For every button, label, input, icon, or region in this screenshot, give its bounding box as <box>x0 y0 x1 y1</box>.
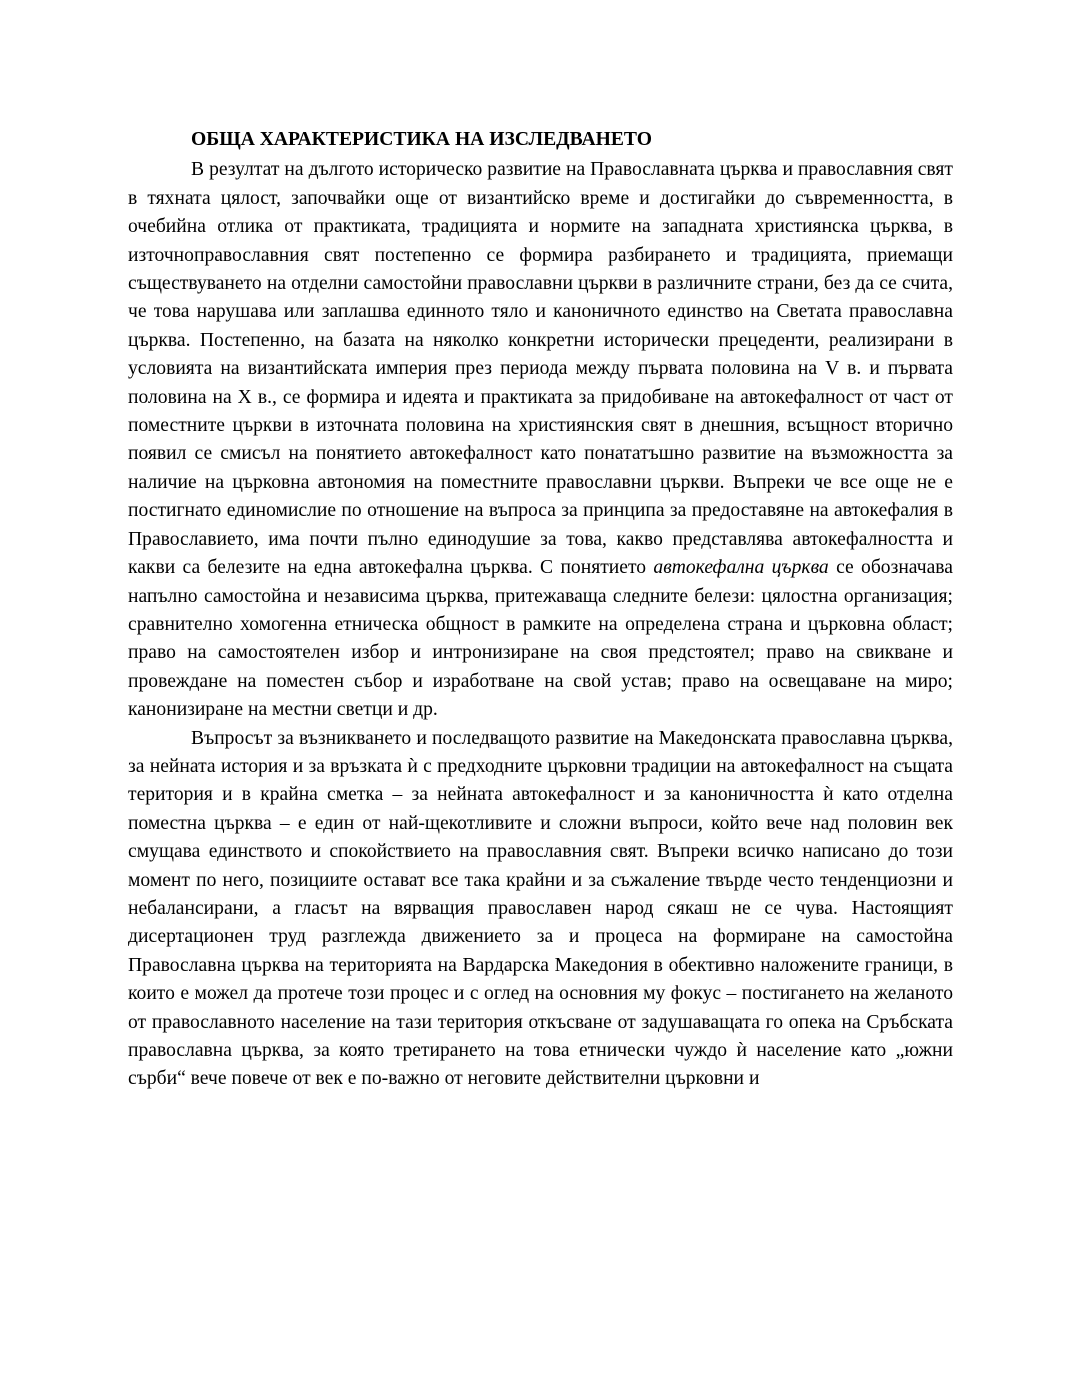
paragraph-1-text-before-term: В резултат на дългото историческо развитие на Православната църква и православния свят в тяхната цялост, започвайки още от византийско време и достигайки до съвременността, в очебийна отлика от практиката, традицията и нормите на западната християнска църква, в източноправославния свят постепенно се формира разбирането и традицията, приемащи съществуването на отделни самостойни православни църкви в различните страни, без да се счита, че това нарушава или заплашва единното тяло и каноничното единство на Светата православна църква. Постепенно, на базата на няколко конкретни исторически прецеденти, реализирани в условията на византийската империя през периода между първата половина на V в. и първата половина на X в., се формира и идеята и практиката за придобиване на автокефалност от част от поместните църкви в източната половина на християнския свят в днешния, всъщност вторично появил се смисъл на понятието автокефалност като понататъшно развитие на възможността за наличие на църковна автономия на поместните православни църкви. Въпреки че все още не е постигнато единомислие по отношение на въпроса за принципа за предоставяне на автокефалия в Православието, има почти пълно единодушие за това, какво представлява автокефалността и какви са белезите на една автокефална църква. С понятието <box>128 159 953 579</box>
paragraph-autocephaly <box>128 156 953 724</box>
paragraph-macedonian-church: Въпросът за възникването и последващото развитие на Македонската православна църква, за нейната история и за връзката ѝ с предходните църковни традиции на автокефалност на същата територия и в крайна сметка – за нейната автокефалност и за каноничността ѝ като отделна поместна църква – е един от най-щекотливите и сложни въпроси, който вече над половин век смущава единството и спокойствието на православния свят. Въпреки всичко написано до този момент по него, позициите остават все така крайни и за съжаление твърде често тенденциозни и небалансирани, а гласът на вярващия православен народ сякаш не се чува. Настоящият дисертационен труд разглежда движението за и процеса на формиране на самостойна Православна църква на територията на Вардарска Македония в обективно наложените граници, в които е можел да протече този процес и с оглед на основния му фокус – постигането на желаното от православното население на тази територия откъсване от задушаващата го опека на Сръбската православна църква, за която третирането на това етнически чуждо ѝ население като „южни сърби“ вече повече от век е по-важно от неговите действителни църковни и <box>128 727 953 1090</box>
document-page <box>128 126 953 1094</box>
paragraph-1-text-after-term: се обозначава напълно самостойна и независима църква, притежаваща следните белези: цялостна организация; сравнително хомогенна етническа общност в рамките на определена страна и църковна област; право на самостоятелен избор и интронизиране на своя предстоятел; право на свикване и провеждане на поместен събор и изработване на свой устав; право на освещаване на миро; канонизиране на местни светци и др. <box>128 557 953 721</box>
section-heading: ОБЩА ХАРАКТЕРИСТИКА НА ИЗСЛЕДВАНЕТО <box>191 129 652 150</box>
paragraph-1-italic-term: автокефална църква <box>653 557 829 579</box>
